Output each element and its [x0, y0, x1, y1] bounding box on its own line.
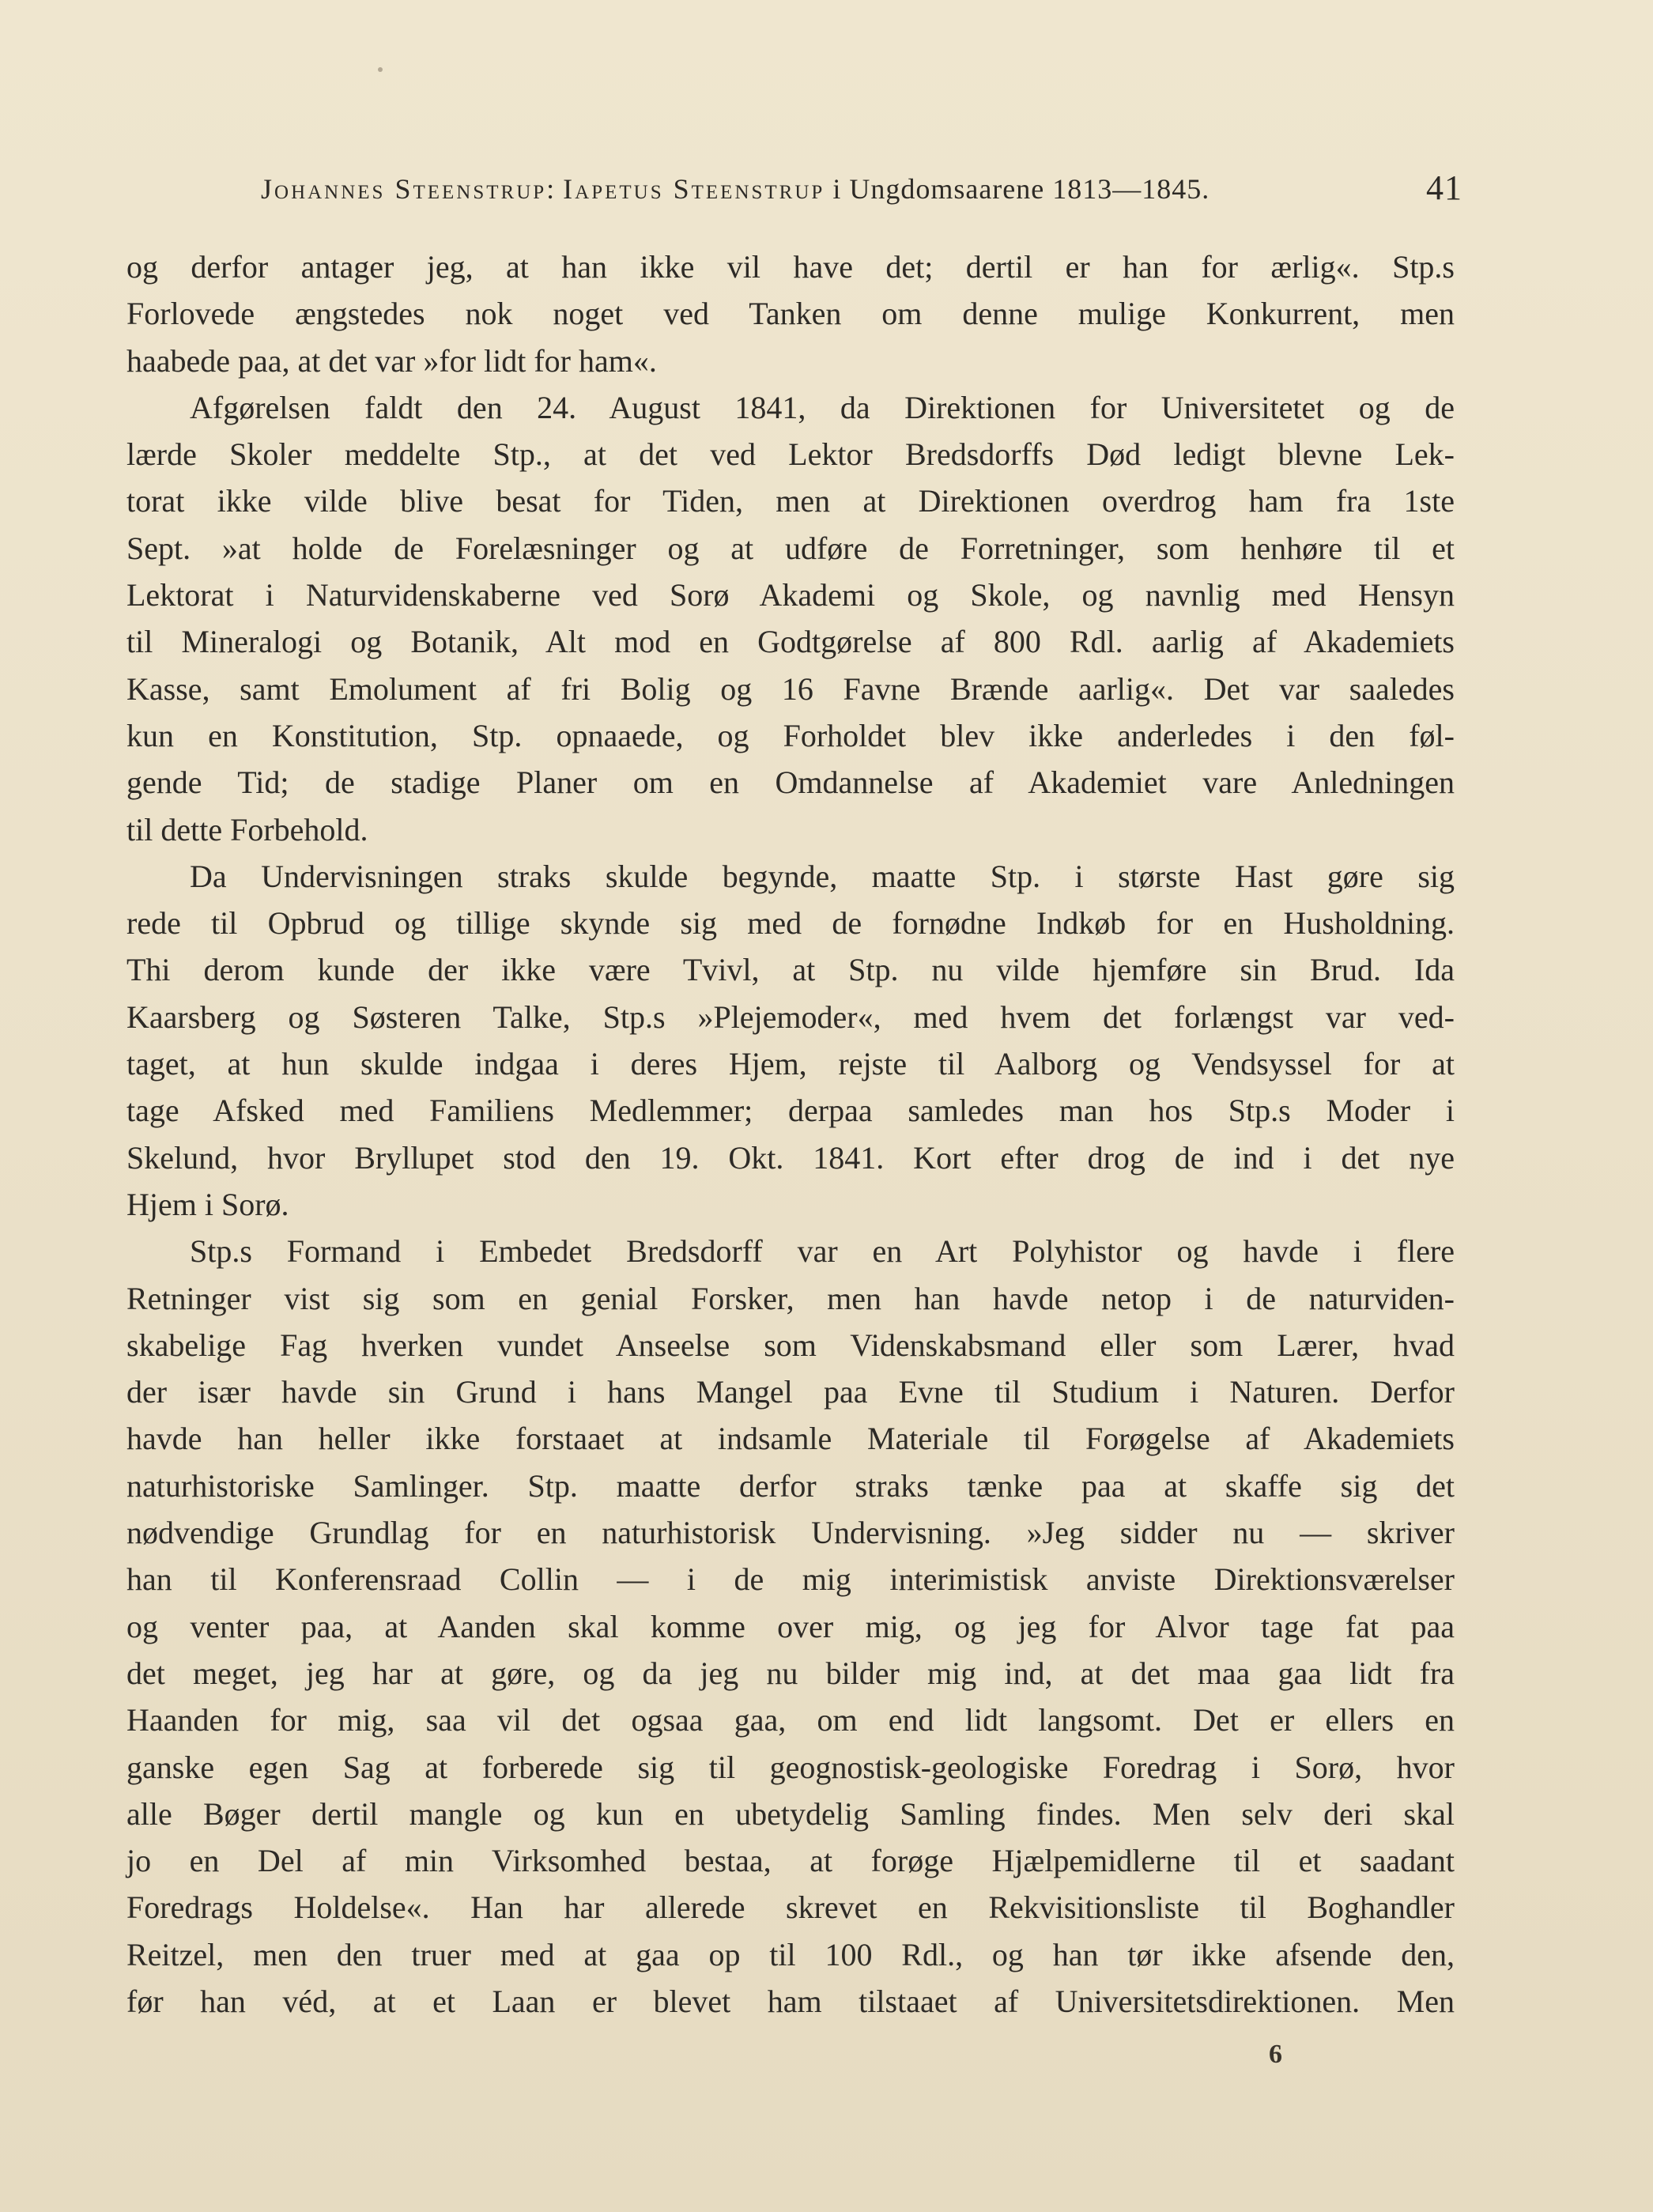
text-line: kun en Konstitution, Stp. opnaaede, og Forholdet blev ikke anderledes i den føl-: [126, 717, 1455, 753]
text-line: Reitzel, men den truer med at gaa op til 100 Rdl., og han tør ikke afsende den,: [126, 1936, 1455, 1972]
body-text: [126, 243, 1455, 2025]
text-line: Stp.s Formand i Embedet Bredsdorff var en Art Polyhistor og havde i flere: [190, 1233, 1455, 1270]
header-author: Johannes Steenstrup: [261, 173, 547, 205]
header-subject: Iapetus Steenstrup: [563, 173, 825, 205]
text-line: han til Konferensraad Collin — i de mig interimistisk anviste Direktionsværelser: [126, 1561, 1455, 1598]
text-line: jo en Del af min Virksomhed bestaa, at forøge Hjælpemidlerne til et saadant: [126, 1843, 1455, 1879]
text-line: og venter paa, at Aanden skal komme over mig, og jeg for Alvor tage fat paa: [126, 1608, 1455, 1644]
text-line: tage Afsked med Familiens Medlemmer; derpaa samledes man hos Stp.s Moder i: [126, 1093, 1455, 1129]
text-line: Forlovede ængstedes nok noget ved Tanken om denne mulige Konkurrent, men: [126, 296, 1455, 332]
signature-mark: 6: [1269, 2040, 1282, 2069]
text-line: taget, at hun skulde indgaa i deres Hjem, rejste til Aalborg og Vendsyssel for at: [126, 1046, 1455, 1082]
text-line: der især havde sin Grund i hans Mangel paa Evne til Studium i Naturen. Derfor: [126, 1374, 1455, 1410]
text-line: Hjem i Sorø.: [126, 1186, 289, 1222]
text-line: til dette Forbehold.: [126, 811, 368, 847]
text-line: rede til Opbrud og tillige skynde sig med de fornødne Indkøb for en Husholdning.: [126, 905, 1455, 942]
text-line: og derfor antager jeg, at han ikke vil have det; dertil er han for ærlig«. Stp.s: [126, 249, 1455, 285]
text-line: torat ikke vilde blive besat for Tiden, men at Direktionen overdrog ham fra 1ste: [126, 483, 1455, 519]
text-line: det meget, jeg har at gøre, og da jeg nu bilder mig ind, at det maa gaa lidt fra: [126, 1655, 1455, 1691]
text-line: Lektorat i Naturvidenskaberne ved Sorø Akademi og Skole, og navnlig med Hensyn: [126, 577, 1455, 613]
paper-speck: [378, 67, 383, 72]
page-number: 41: [1426, 168, 1462, 207]
header-rest: i Ungdomsaarene 1813—1845.: [825, 173, 1210, 205]
text-line: skabelige Fag hverken vundet Anseelse som Videnskabsmand eller som Lærer, hvad: [126, 1327, 1455, 1363]
text-line: til Mineralogi og Botanik, Alt mod en Godtgørelse af 800 Rdl. aarlig af Akademiets: [126, 624, 1455, 660]
text-line: Kasse, samt Emolument af fri Bolig og 16 Favne Brænde aarlig«. Det var saaledes: [126, 670, 1455, 707]
text-line: Afgørelsen faldt den 24. August 1841, da Direktionen for Universitetet og de: [190, 389, 1455, 425]
header-separator: :: [546, 173, 564, 205]
text-line: nødvendige Grundlag for en naturhistorisk Undervisning. »Jeg sidder nu — skriver: [126, 1515, 1455, 1551]
text-line: alle Bøger dertil mangle og kun en ubetydelig Samling findes. Men selv deri skal: [126, 1795, 1455, 1832]
text-line: Da Undervisningen straks skulde begynde, maatte Stp. i største Hast gøre sig: [190, 858, 1455, 894]
running-header: [261, 166, 1462, 213]
text-line: haabede paa, at det var »for lidt for ham«.: [126, 342, 657, 379]
text-line: Skelund, hvor Bryllupet stod den 19. Okt. 1841. Kort efter drog de ind i det nye: [126, 1139, 1455, 1176]
text-line: gende Tid; de stadige Planer om en Omdannelse af Akademiet vare Anledningen: [126, 764, 1455, 801]
text-line: Foredrags Holdelse«. Han har allerede skrevet en Rekvisitionsliste til Boghandler: [126, 1889, 1455, 1926]
text-line: Retninger vist sig som en genial Forsker, men han havde netop i de naturviden-: [126, 1280, 1455, 1316]
running-title: [261, 172, 1210, 206]
text-line: Sept. »at holde de Forelæsninger og at udføre de Forretninger, som henhøre til et: [126, 530, 1455, 566]
text-line: før han véd, at et Laan er blevet ham tilstaaet af Universitetsdirektionen. Men: [126, 1983, 1455, 2019]
text-line: lærde Skoler meddelte Stp., at det ved Lektor Bredsdorffs Død ledigt blevne Lek-: [126, 436, 1455, 473]
text-line: havde han heller ikke forstaaet at indsamle Materiale til Forøgelse af Akademiets: [126, 1421, 1455, 1457]
text-line: Kaarsberg og Søsteren Talke, Stp.s »Plejemoder«, med hvem det forlængst var ved-: [126, 998, 1455, 1035]
text-line: ganske egen Sag at forberede sig til geognostisk-geologiske Foredrag i Sorø, hvor: [126, 1749, 1455, 1785]
text-line: Thi derom kunde der ikke være Tvivl, at Stp. nu vilde hjemføre sin Brud. Ida: [126, 952, 1455, 988]
text-line: Haanden for mig, saa vil det ogsaa gaa, om end lidt langsomt. Det er ellers en: [126, 1702, 1455, 1738]
text-line: naturhistoriske Samlinger. Stp. maatte derfor straks tænke paa at skaffe sig det: [126, 1467, 1455, 1504]
